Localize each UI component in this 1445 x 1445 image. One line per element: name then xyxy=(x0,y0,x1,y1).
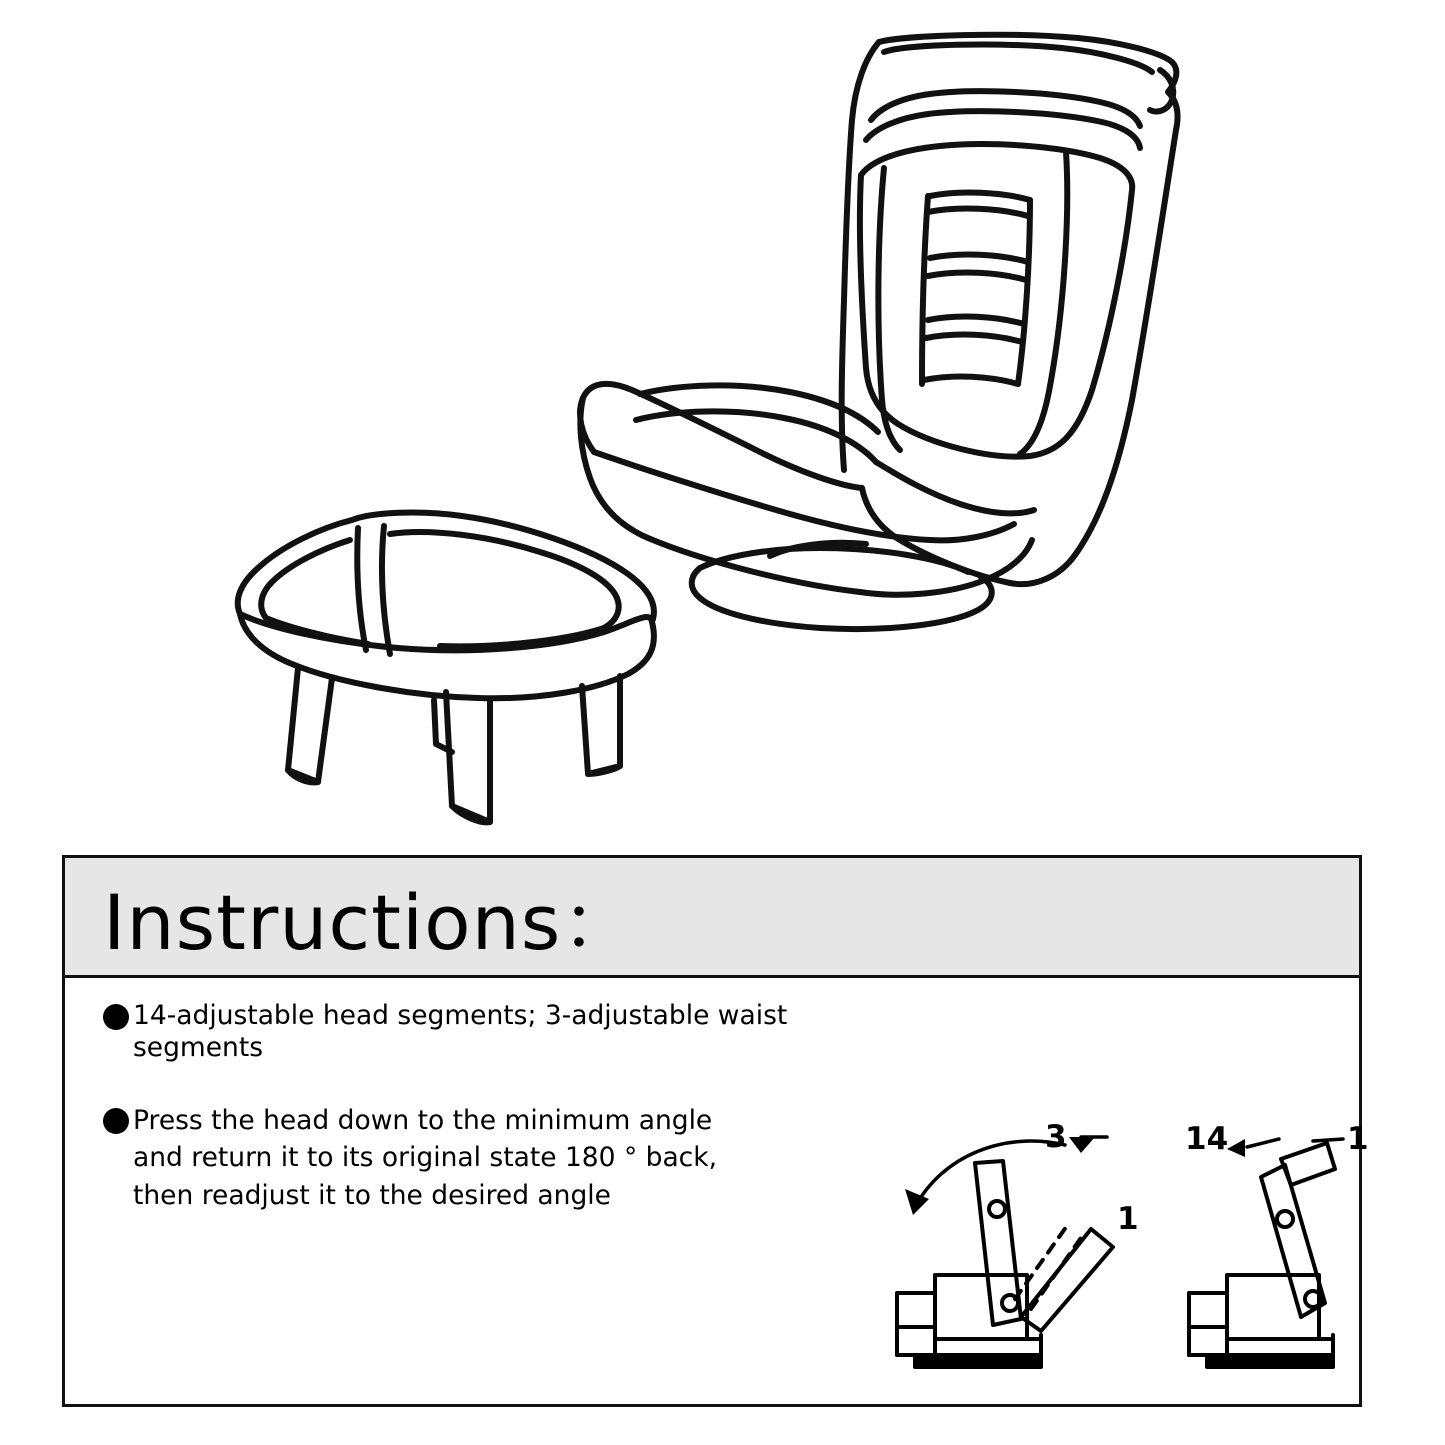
bullet-dot-icon xyxy=(103,1108,129,1134)
head-segment-range-diagram xyxy=(1175,1103,1415,1373)
list-item xyxy=(103,998,843,1064)
diagram-label-start: 14 xyxy=(1185,1121,1229,1157)
list-item xyxy=(103,1102,843,1215)
bullet-text: Press the head down to the minimum angle and return it to its original state 180 ° back, then readjust it to the desired angle xyxy=(133,1104,718,1211)
instructions-header xyxy=(65,858,1359,978)
instructions-bullet-list xyxy=(103,998,843,1252)
bullet-text: 14-adjustable head segments; 3-adjustable waist segments xyxy=(133,1000,788,1063)
diagram-label-start: 3 xyxy=(1045,1119,1067,1155)
diagram-label-end: 1 xyxy=(1117,1201,1139,1237)
head-recline-range-diagram xyxy=(855,1103,1155,1373)
diagram-label-end: 1 xyxy=(1347,1121,1369,1157)
bullet-dot-icon xyxy=(103,1004,129,1030)
page-title: Instructions： xyxy=(103,878,639,967)
instructions-panel xyxy=(62,855,1369,1407)
